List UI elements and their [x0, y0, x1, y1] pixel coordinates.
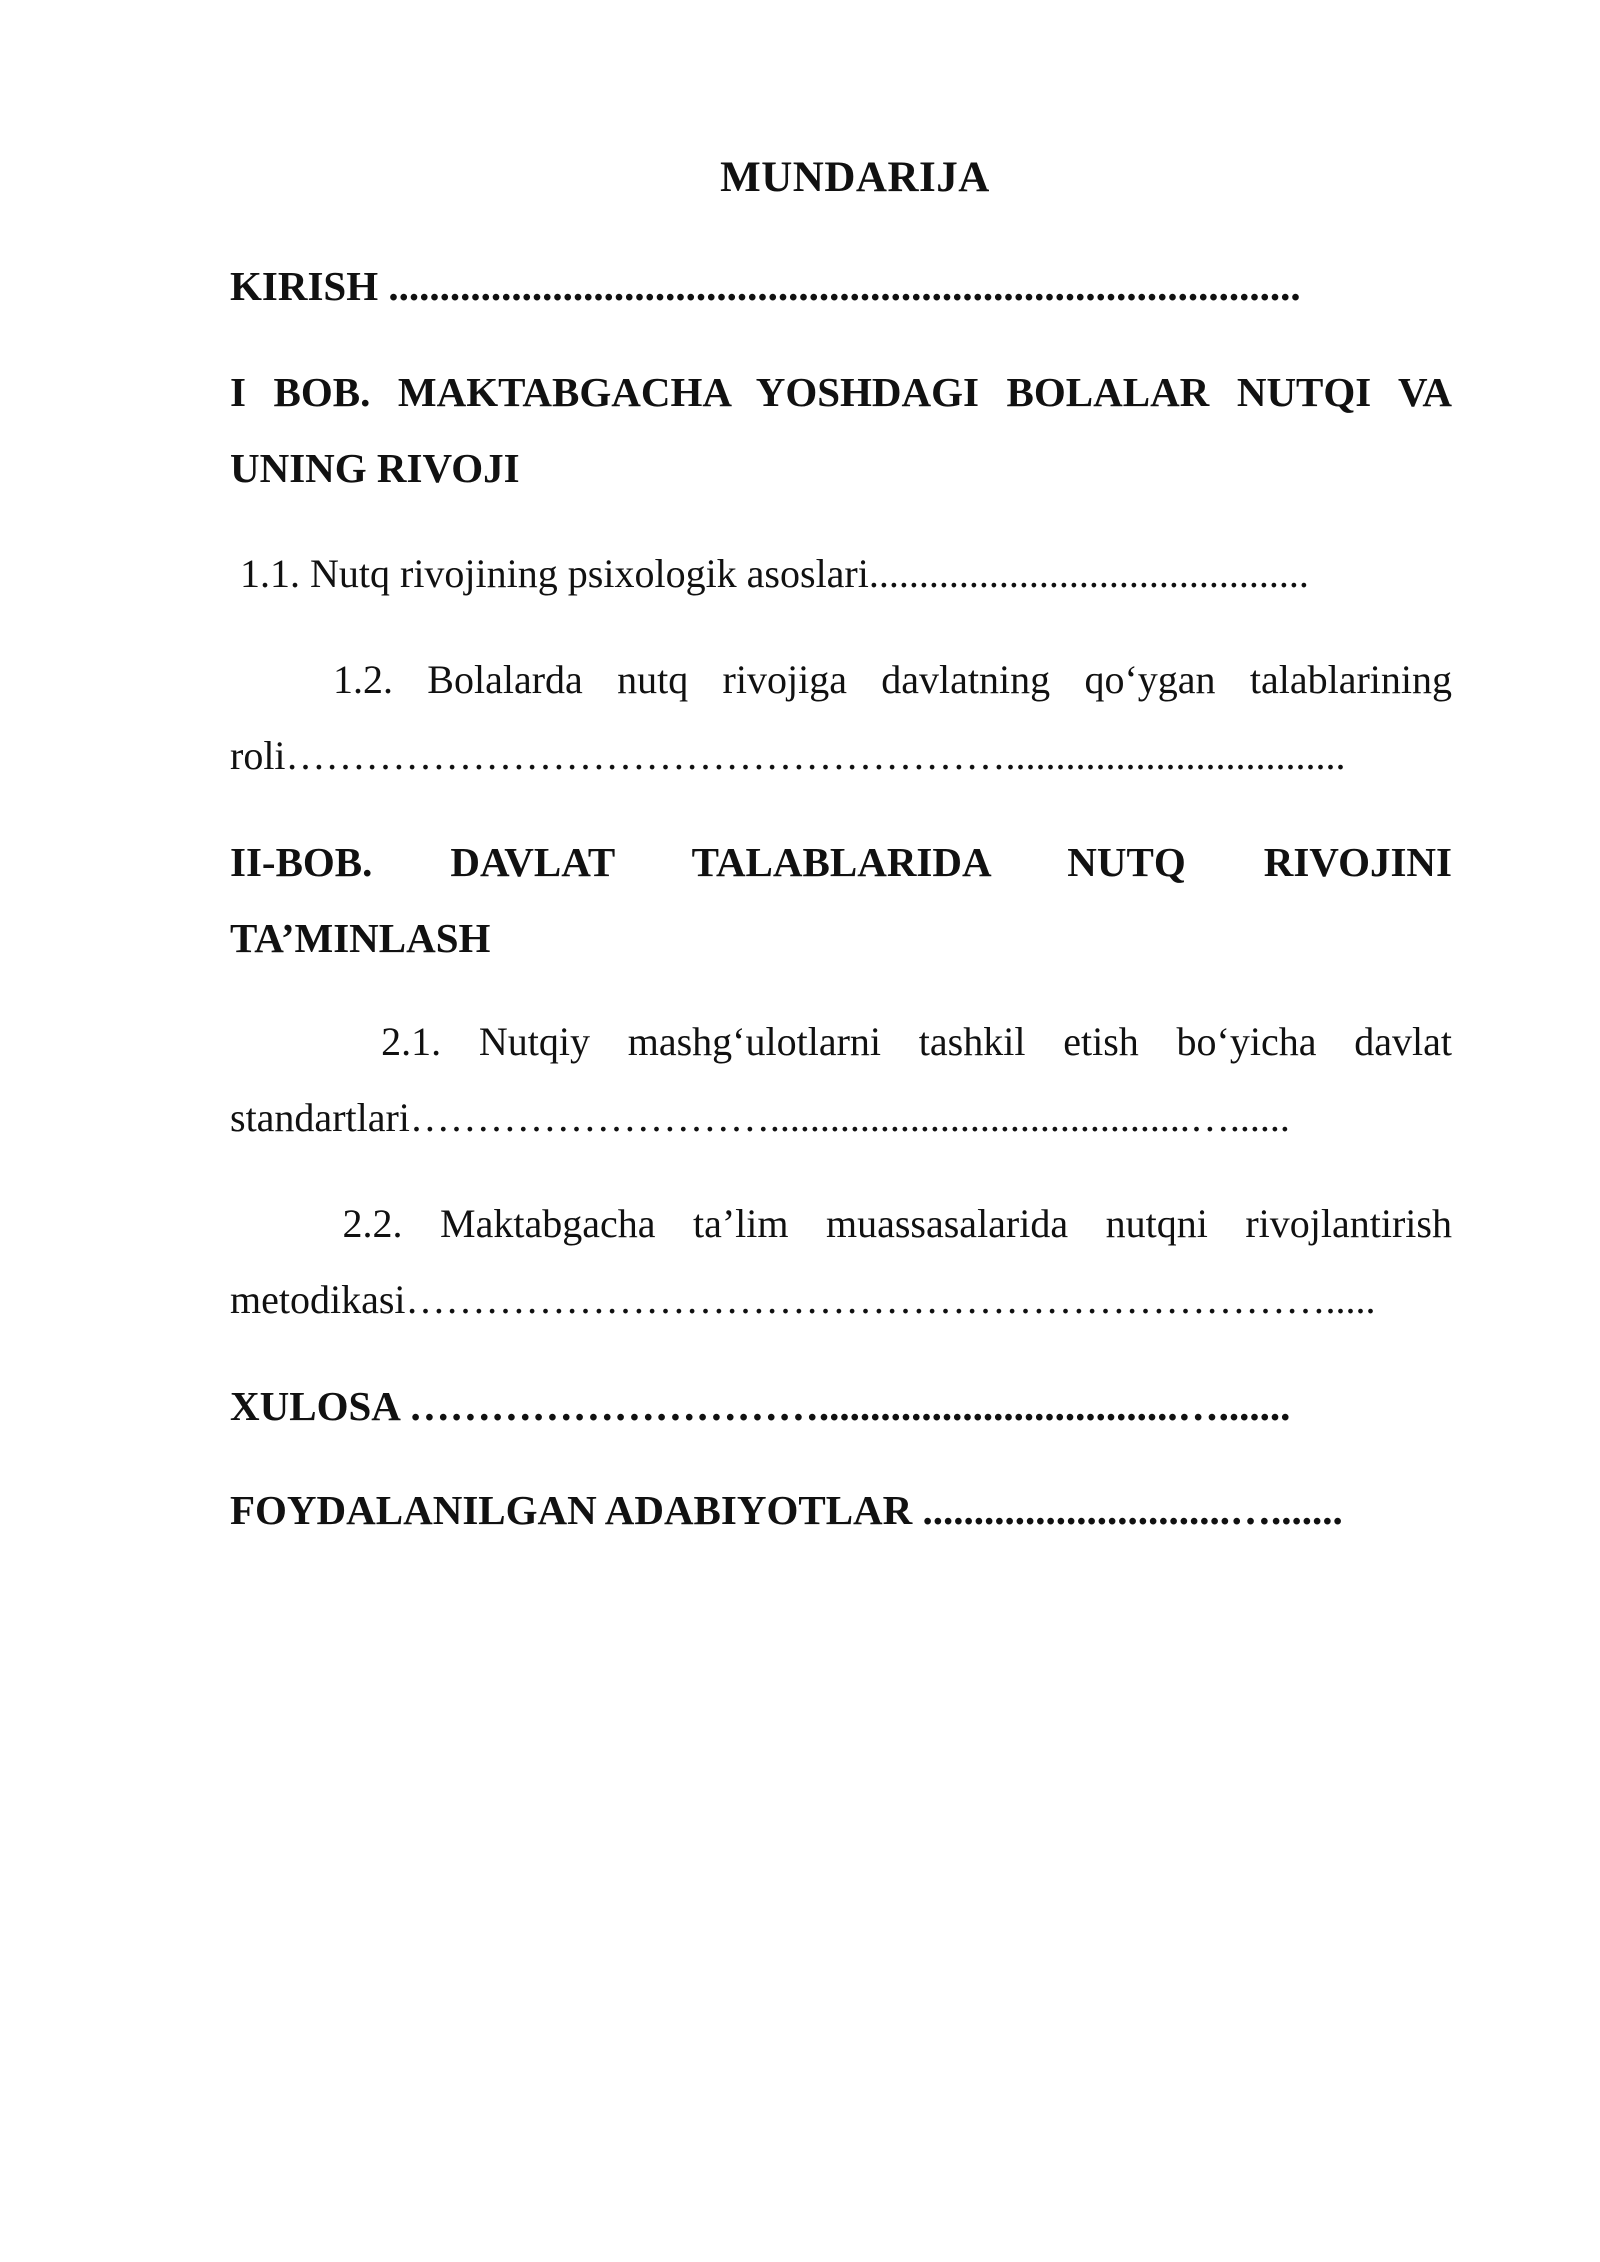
toc-entry-text: KIRISH ......................................................................................... [230, 263, 1301, 309]
toc-entry-section-2-2 [230, 1186, 1452, 1338]
toc-entry-line: metodikasi……………………………………………………………..... [230, 1277, 1376, 1322]
toc-entry-section-1-1 [230, 536, 1452, 612]
toc-entry-text: XULOSA …………………………...................................…....... [230, 1383, 1291, 1429]
toc-entry-line: 1.2. Bolalarda nutq rivojiga davlatning qo‘ygan talablarining [230, 657, 1452, 702]
toc-entry-adabiyotlar [230, 1472, 1452, 1548]
toc-entry-section-1-2 [230, 642, 1452, 794]
page-title: MUNDARIJA [720, 154, 990, 201]
toc-entry-text: FOYDALANILGAN ADABIYOTLAR ..............................…....... [230, 1487, 1343, 1533]
toc-entry-line: I BOB. MAKTABGACHA YOSHDAGI BOLALAR NUTQI VA [230, 369, 1452, 415]
toc-entry-section-2-1 [230, 1004, 1452, 1156]
toc-entry-line: TA’MINLASH [230, 915, 491, 961]
toc-entry-xulosa [230, 1368, 1452, 1444]
toc-entry-line: 2.1. Nutqiy mashg‘ulotlarni tashkil etish bo‘yicha davlat [230, 1019, 1452, 1064]
toc-entry-kirish [230, 248, 1452, 324]
toc-entry-line: standartlari………………………..........................................…...... [230, 1095, 1290, 1140]
toc-entry-line: roli……………………………………………….................................. [230, 733, 1346, 778]
toc-entry-line: UNING RIVOJI [230, 445, 520, 491]
toc-entry-chapter-2 [230, 824, 1452, 976]
toc-entry-text: 1.1. Nutq rivojining psixologik asoslari............................................ [230, 551, 1309, 596]
toc-entry-chapter-1 [230, 354, 1452, 506]
toc-entry-line: 2.2. Maktabgacha ta’lim muassasalarida nutqni rivojlantirish [230, 1201, 1452, 1246]
toc-entry-line: II-BOB. DAVLAT TALABLARIDA NUTQ RIVOJINI [230, 839, 1452, 885]
